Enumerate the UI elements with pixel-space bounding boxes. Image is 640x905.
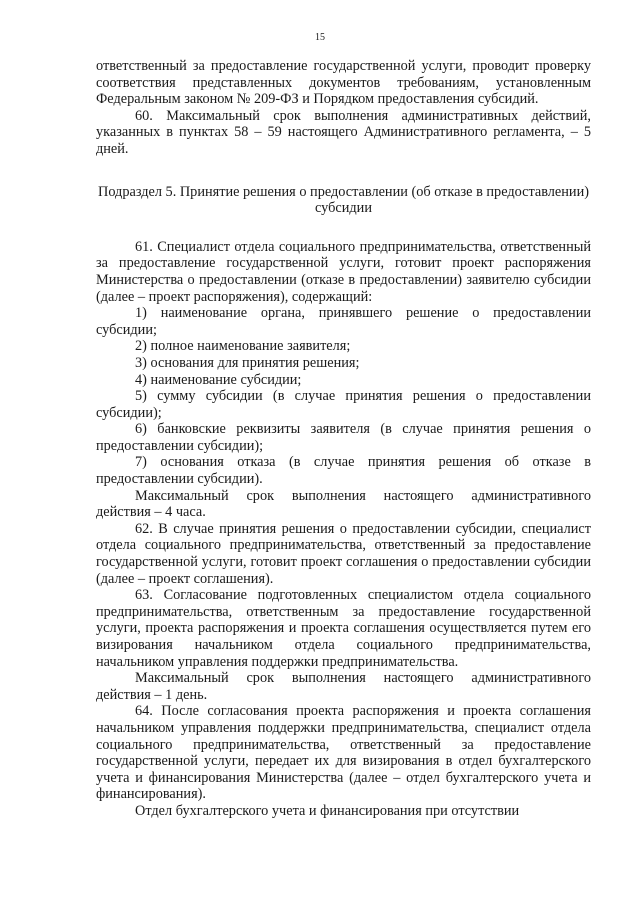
paragraph-64: 64. После согласования проекта распоряжения и проекта соглашения начальником управления поддержки предпринимательства, специалист отдела социального предпринимательства, ответственный за предоставление государственной услуги, передает их для визирования в отдел бухгалтерского учета и финансирования Министерства (далее – отдел бухгалтерского учета и финансирования). bbox=[96, 703, 591, 803]
paragraph-continuation: ответственный за предоставление государственной услуги, проводит проверку соответствия представленных документов требованиям, установленным Федеральным законом № 209-ФЗ и Порядком предоставления субсидий. bbox=[96, 58, 591, 108]
list-item-5: 5) сумму субсидии (в случае принятия решения о предоставлении субсидии); bbox=[96, 388, 591, 421]
paragraph-accounting-dept: Отдел бухгалтерского учета и финансирования при отсутствии bbox=[135, 802, 520, 819]
list-item-3: 3) основания для принятия решения; bbox=[135, 354, 360, 371]
list-item-4: 4) наименование субсидии; bbox=[135, 371, 302, 388]
list-item-2: 2) полное наименование заявителя; bbox=[135, 338, 351, 355]
list-item-6: 6) банковские реквизиты заявителя (в случае принятия решения о предоставлении субсидии); bbox=[96, 421, 591, 454]
paragraph-deadline-1d: Максимальный срок выполнения настоящего административного действия – 1 день. bbox=[96, 670, 591, 703]
paragraph-60: 60. Максимальный срок выполнения административных действий, указанных в пунктах 58 – 59 настоящего Административного регламента, – 5 дней. bbox=[96, 107, 591, 157]
page-number: 15 bbox=[315, 32, 325, 43]
list-item-7: 7) основания отказа (в случае принятия решения об отказе в предоставлении субсидии). bbox=[96, 454, 591, 488]
paragraph-62: 62. В случае принятия решения о предоставлении субсидии, специалист отдела социального предпринимательства, ответственный за предоставление государственной услуги, готовит проект соглашения о предоставлении субсидии (далее – проект соглашения). bbox=[96, 520, 591, 587]
paragraph-63: 63. Согласование подготовленных специалистом отдела социального предпринимательства, ответственным за предоставление государственной услуги, проекта распоряжения и проекта соглашения осуществляется путем его визирования начальником отдела социального предпринимательства, начальником управления поддержки предпринимательства. bbox=[96, 587, 591, 670]
paragraph-61: 61. Специалист отдела социального предпринимательства, ответственный за предоставление государственной услуги, готовит проект распоряжения Министерства о предоставлении (отказе в предоставлении) заявителю субсидии (далее – проект распоряжения), содержащий: bbox=[96, 238, 591, 305]
paragraph-deadline-4h: Максимальный срок выполнения настоящего административного действия – 4 часа. bbox=[96, 487, 591, 521]
section-heading: Подраздел 5. Принятие решения о предоставлении (об отказе в предоставлении) субсидии bbox=[98, 183, 589, 217]
document-body bbox=[96, 58, 591, 820]
list-item-1: 1) наименование органа, принявшего решение о предоставлении субсидии; bbox=[96, 305, 591, 338]
